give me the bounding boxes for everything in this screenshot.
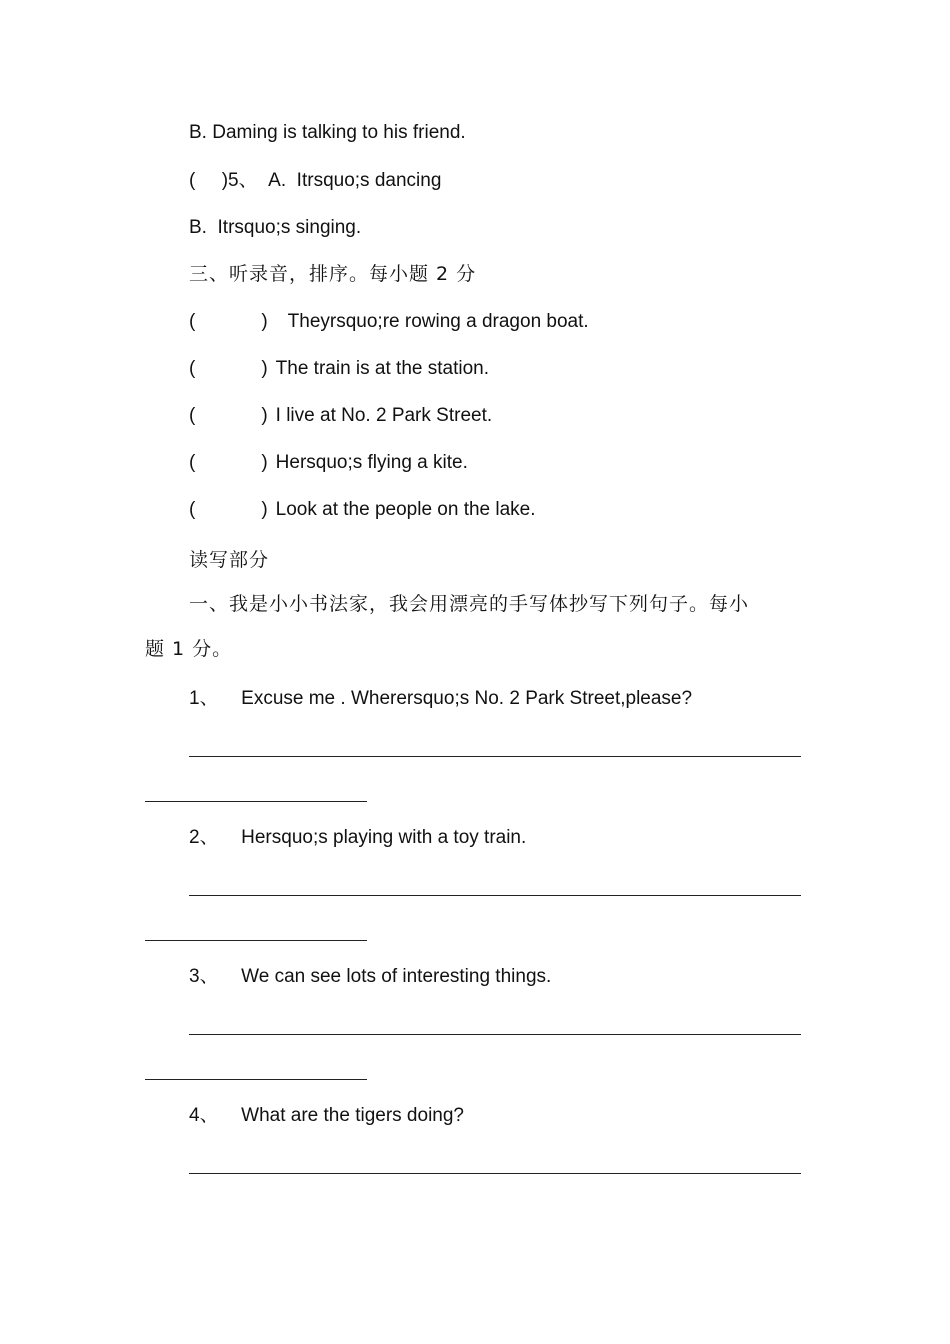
- sentence-number: 3、: [189, 966, 219, 987]
- answer-paren-close: ): [261, 311, 268, 332]
- order-item-text: The train is at the station.: [275, 358, 489, 379]
- copy-sentence: [189, 965, 551, 989]
- sentence-text: We can see lots of interesting things.: [241, 966, 552, 987]
- answer-paren-close: ): [261, 452, 268, 473]
- answer-paren-close: ): [261, 499, 268, 520]
- order-item: [189, 498, 536, 522]
- order-item: [189, 451, 468, 475]
- part3-heading: 三、听录音，排序。每小题 2 分: [189, 263, 477, 285]
- answer-paren-open: (: [189, 405, 196, 426]
- answer-paren-open: (: [189, 311, 196, 332]
- copy-sentence: [189, 826, 526, 850]
- writing-line[interactable]: [189, 756, 801, 757]
- writing-line[interactable]: [145, 940, 367, 941]
- writing-line[interactable]: [189, 1173, 801, 1174]
- writing-line[interactable]: [189, 1034, 801, 1035]
- answer-paren-close: ): [261, 358, 268, 379]
- answer-paren-open: (: [189, 452, 196, 473]
- order-item: [189, 310, 589, 334]
- order-item: [189, 404, 492, 428]
- q5-option-b: B. Itrsquo;s singing.: [189, 217, 362, 238]
- writing-line[interactable]: [145, 1079, 367, 1080]
- sentence-number: 2、: [189, 827, 219, 848]
- sentence-text: Excuse me . Wherersquo;s No. 2 Park Street,please?: [241, 688, 693, 709]
- answer-paren-close: ): [261, 405, 268, 426]
- q5-line: ( )5、 A. Itrsquo;s dancing: [189, 170, 442, 191]
- q4-option-b: B. Daming is talking to his friend.: [189, 122, 466, 143]
- copy-sentence: [189, 1104, 464, 1128]
- order-item-text: Hersquo;s flying a kite.: [275, 452, 468, 473]
- sentence-number: 4、: [189, 1105, 219, 1126]
- writing-line[interactable]: [145, 801, 367, 802]
- part1-heading-line2: 题 1 分。: [145, 638, 233, 660]
- order-item-text: I live at No. 2 Park Street.: [275, 405, 493, 426]
- sentence-text: What are the tigers doing?: [241, 1105, 464, 1126]
- part1-heading-line1: 一、我是小小书法家，我会用漂亮的手写体抄写下列句子。每小: [189, 593, 750, 615]
- order-item-text: Look at the people on the lake.: [275, 499, 536, 520]
- sentence-number: 1、: [189, 688, 219, 709]
- section-title: 读写部分: [189, 549, 270, 571]
- copy-sentence: [189, 687, 692, 711]
- answer-paren-open: (: [189, 358, 196, 379]
- answer-paren-open: (: [189, 499, 196, 520]
- sentence-text: Hersquo;s playing with a toy train.: [241, 827, 527, 848]
- writing-line[interactable]: [189, 895, 801, 896]
- order-item-text: Theyrsquo;re rowing a dragon boat.: [287, 311, 589, 332]
- order-item: [189, 357, 489, 381]
